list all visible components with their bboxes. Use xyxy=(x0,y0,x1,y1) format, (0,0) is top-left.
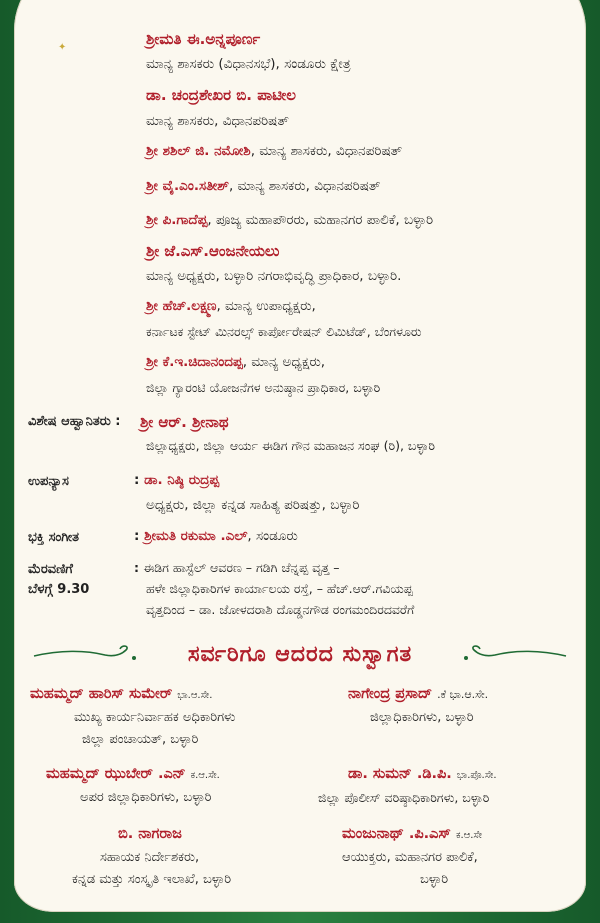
lecture-row: : ಡಾ. ನಿಷ್ಠಿ ರುದ್ರಪ್ಪ xyxy=(134,472,220,488)
official-name-text: ನಾಗೇಂದ್ರ ಪ್ರಸಾದ್ xyxy=(348,686,433,702)
dignitary-desc: , ಮಾನ್ಯ ಶಾಸಕರು, ವಿಧಾನಪರಿಷತ್ xyxy=(228,178,381,194)
official-name-text: ಮಹಮ್ಮದ್ ಹಾರಿಸ್ ಸುಮೇರ್ xyxy=(30,686,173,702)
dignitary-name: ಶ್ರೀ ಶಶಿಲ್ ಜಿ. ನಮೋಶಿ xyxy=(146,143,251,159)
special-name: ಶ್ರೀ ಆರ್. ಶ್ರೀನಾಥ xyxy=(140,413,229,431)
music-label: ಭಕ್ತಿ ಸಂಗೀತ xyxy=(28,530,80,545)
procession-label: ಮೆರವಣಿಗೆ xyxy=(28,562,73,577)
official-name xyxy=(348,686,488,702)
official-name-text: ಮಹಮ್ಮದ್ ಝುಬೇರ್ .ಎನ್ xyxy=(46,766,186,782)
official-line: ಅಪರ ಜಿಲ್ಲಾಧಿಕಾರಿಗಳು, ಬಳ್ಳಾರಿ xyxy=(80,790,212,805)
dignitary-desc: ಜಿಲ್ಲಾ ಗ್ಯಾರಂಟಿ ಯೋಜನೆಗಳ ಅನುಷ್ಠಾನ ಪ್ರಾಧಿಕಾರ, ಬಳ್ಳಾರಿ xyxy=(146,380,381,395)
dignitary-desc: , ಮಾನ್ಯ ಶಾಸಕರು, ವಿಧಾನಪರಿಷತ್ xyxy=(250,143,403,159)
dignitary-row xyxy=(146,354,325,370)
official-suffix: ಕ.ಆ.ಸೇ xyxy=(455,830,483,841)
procession-time: ಬೆಳಗ್ಗೆ 9.30 xyxy=(28,582,90,597)
dignitary-name: ಶ್ರೀ ವೈ.ಎಂ.ಸತೀಶ್ xyxy=(146,178,229,194)
star-ornament-icon: ✦ xyxy=(58,42,67,53)
official-line: ಬಳ್ಳಾರಿ xyxy=(420,872,449,887)
procession-line-text: ಈಡಿಗ ಹಾಸ್ಟೆಲ್ ಆವರಣ – ಗಡಿಗಿ ಚೆನ್ನಪ್ಪ ವೃತ್ತ – xyxy=(143,560,340,575)
dignitary-row xyxy=(146,298,316,314)
dignitary-name: ಶ್ರೀಮತಿ ಈ.ಅನ್ನಪೂರ್ಣ xyxy=(146,30,261,48)
official-line: ಕನ್ನಡ ಮತ್ತು ಸಂಸ್ಕೃತಿ ಇಲಾಖೆ, ಬಳ್ಳಾರಿ xyxy=(72,872,232,887)
official-name xyxy=(348,766,497,782)
official-line: ಸಹಾಯಕ ನಿರ್ದೇಶಕರು, xyxy=(100,850,200,865)
dignitary-desc: ಮಾನ್ಯ ಶಾಸಕರು (ವಿಧಾನಸಭೆ), ಸಂಡೂರು ಕ್ಷೇತ್ರ xyxy=(146,56,351,72)
special-label-text: ವಿಶೇಷ ಆಹ್ವಾನಿತರು xyxy=(28,414,111,429)
dignitary-desc: , ಪೂಜ್ಯ ಮಹಾಪೌರರು, ಮಹಾನಗರ ಪಾಲಿಕೆ, ಬಳ್ಳಾರಿ xyxy=(207,212,434,228)
official-line: ಜಿಲ್ಲಾ ಪಂಚಾಯತ್, ಬಳ್ಳಾರಿ xyxy=(82,732,199,747)
procession-line: ಹಳೇ ಜಿಲ್ಲಾಧಿಕಾರಿಗಳ ಕಾರ್ಯಾಲಯ ರಸ್ತೆ, – ಹೆಚ್.ಆರ್.ಗವಿಯಪ್ಪ xyxy=(146,581,413,596)
official-suffix: ಭಾ.ಪೊ.ಸೇ. xyxy=(456,770,497,781)
dignitary-desc: ಮಾನ್ಯ ಅಧ್ಯಕ್ಷರು, ಬಳ್ಳಾರಿ ನಗರಾಭಿವೃದ್ಧಿ ಪ್ರಾಧಿಕಾರ, ಬಳ್ಳಾರಿ. xyxy=(146,268,402,284)
special-label: ವಿಶೇಷ ಆಹ್ವಾನಿತರು : xyxy=(28,414,121,429)
official-name: ಬಿ. ನಾಗರಾಜ xyxy=(118,826,182,842)
dignitary-name: ಶ್ರೀ ಜೆ.ಎಸ್.ಆಂಜನೇಯಲು xyxy=(146,242,280,260)
welcome-title: ಸರ್ವರಿಗೂ ಆದರದ ಸುಸ್ವಾಗತ xyxy=(187,642,413,667)
dignitary-row xyxy=(146,143,402,159)
procession-line: ವೃತ್ತದಿಂದ – ಡಾ. ಜೋಳದರಾಶಿ ದೊಡ್ಡನಗೌಡ ರಂಗಮಂದಿರದವರೆಗೆ xyxy=(146,602,415,617)
official-name xyxy=(46,766,220,782)
dignitary-name: ಶ್ರೀ ಪಿ.ಗಾದೆಪ್ಪ xyxy=(146,212,208,228)
procession-line: : ಈಡಿಗ ಹಾಸ್ಟೆಲ್ ಆವರಣ – ಗಡಿಗಿ ಚೆನ್ನಪ್ಪ ವೃತ್ತ – xyxy=(134,560,340,575)
welcome-banner xyxy=(30,636,570,676)
official-name xyxy=(30,686,212,702)
dignitary-desc: , ಮಾನ್ಯ ಅಧ್ಯಕ್ಷರು, xyxy=(242,354,326,370)
official-suffix: ಭಾ.ಆ.ಸೇ. xyxy=(177,690,213,701)
dignitary-name: ಶ್ರೀ ಹೆಚ್.ಲಕ್ಷ್ಮಣ xyxy=(146,298,217,314)
music-desc: , ಸಂಡೂರು xyxy=(247,528,298,544)
dignitary-name: ಶ್ರೀ ಕೆ.ಇ.ಚಿದಾನಂದಪ್ಪ xyxy=(146,354,243,370)
official-line: ಜಿಲ್ಲಾ ಪೊಲೀಸ್ ವರಿಷ್ಠಾಧಿಕಾರಿಗಳು, ಬಳ್ಳಾರಿ xyxy=(318,790,490,805)
music-row: : ಶ್ರೀಮತಿ ರಕುಮಾ .ಎಲ್, ಸಂಡೂರು xyxy=(134,528,298,544)
official-name xyxy=(342,826,482,842)
official-suffix: ಕ.ಆ.ಸೇ. xyxy=(190,770,220,781)
official-line: ಮುಖ್ಯ ಕಾರ್ಯನಿರ್ವಾಹಕ ಅಧಿಕಾರಿಗಳು xyxy=(74,710,236,725)
dignitary-row xyxy=(146,212,433,228)
special-desc: ಜಿಲ್ಲಾಧ್ಯಕ್ಷರು, ಜಿಲ್ಲಾ ಆರ್ಯ ಈಡಿಗ ಗೌನ ಮಹಾಜನ ಸಂಘ (ರಿ), ಬಳ್ಳಾರಿ xyxy=(146,438,435,453)
dignitary-desc: ಮಾನ್ಯ ಶಾಸಕರು, ವಿಧಾನಪರಿಷತ್ xyxy=(146,113,289,129)
official-name-text: ಡಾ. ಸುಮನ್ .ಡಿ.ಪಿ. xyxy=(348,766,452,782)
lecture-name: ಡಾ. ನಿಷ್ಠಿ ರುದ್ರಪ್ಪ xyxy=(144,472,220,488)
dignitary-name: ಡಾ. ಚಂದ್ರಶೇಖರ ಬಿ. ಪಾಟೀಲ xyxy=(146,86,296,104)
dignitary-row xyxy=(146,178,380,194)
music-name: ಶ್ರೀಮತಿ ರಕುಮಾ .ಎಲ್ xyxy=(144,528,248,544)
lecture-desc: ಅಧ್ಯಕ್ಷರು, ಜಿಲ್ಲಾ ಕನ್ನಡ ಸಾಹಿತ್ಯ ಪರಿಷತ್ತು, ಬಳ್ಳಾರಿ xyxy=(146,497,360,513)
official-line: ಜಿಲ್ಲಾಧಿಕಾರಿಗಳು, ಬಳ್ಳಾರಿ xyxy=(370,710,474,725)
dignitary-desc: ಕರ್ನಾಟಕ ಸ್ಟೇಟ್ ಮಿನರಲ್ಸ್ ಕಾರ್ಪೋರೇಷನ್ ಲಿಮಿಟೆಡ್, ಬೆಂಗಳೂರು xyxy=(146,324,422,339)
official-suffix: .ಕೆ ಭಾ.ಆ.ಸೇ. xyxy=(437,688,489,701)
official-line: ಆಯುಕ್ತರು, ಮಹಾನಗರ ಪಾಲಿಕೆ, xyxy=(342,850,478,865)
official-name-text: ಮಂಜುನಾಥ್ .ಪಿ.ಎಸ್ xyxy=(342,826,451,842)
lecture-label: ಉಪನ್ಯಾಸ xyxy=(28,474,69,489)
dignitary-desc: , ಮಾನ್ಯ ಉಪಾಧ್ಯಕ್ಷರು, xyxy=(216,298,316,314)
